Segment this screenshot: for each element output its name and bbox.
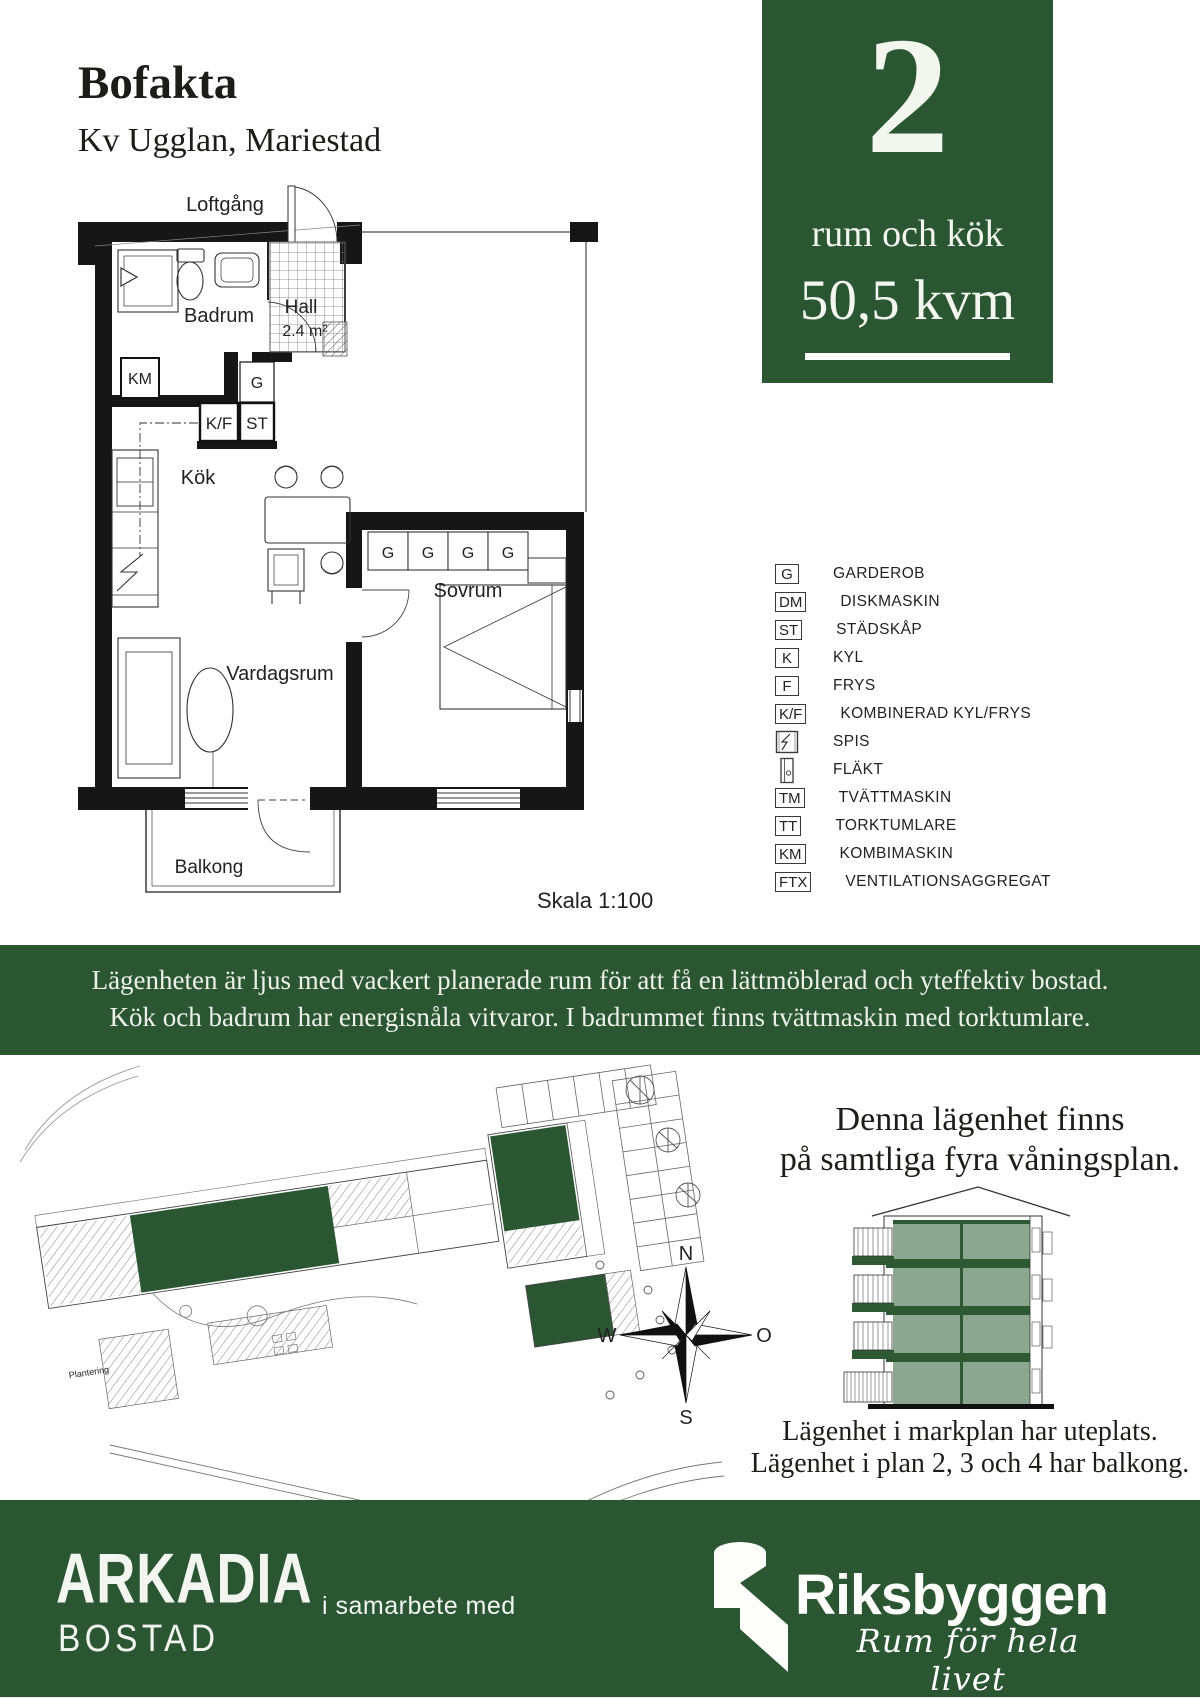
sofa <box>118 638 233 787</box>
legend-row: K/F KOMBINERAD KYL/FRYS <box>775 700 1195 728</box>
legend-row: DM DISKMASKIN <box>775 588 1195 616</box>
label-g2: G <box>421 545 435 562</box>
compass-rose <box>620 1267 752 1403</box>
fact-box <box>762 0 1053 383</box>
legend-row: SPIS <box>775 728 1195 756</box>
legend <box>775 560 1195 896</box>
legend-sym-tm: TM <box>775 788 805 808</box>
label-g1: G <box>381 545 395 562</box>
legend-sym-tt: TT <box>775 816 801 836</box>
description-banner <box>0 945 1200 1055</box>
spis-icon <box>775 732 799 752</box>
cooperation-label: i samarbete med <box>322 1592 516 1620</box>
caption-line-2: Lägenhet i plan 2, 3 och 4 har balkong. <box>750 1448 1190 1479</box>
arkadia-logo-sub: BOSTAD <box>58 1618 220 1660</box>
legend-sym-g: G <box>775 564 799 584</box>
arkadia-logo: ARKADIA <box>56 1539 313 1619</box>
floors-intro-line-1: Denna lägenhet finns <box>835 1101 1125 1138</box>
area-label: 50,5 kvm <box>799 269 1016 332</box>
legend-row: TT TORKTUMLARE <box>775 812 1195 840</box>
site-plan <box>15 1055 772 1570</box>
plantering-label: Plantering <box>68 1364 110 1381</box>
site-boundary <box>20 1066 140 1162</box>
label-g-hall: G <box>250 375 264 392</box>
label-hall-area: 2.4 m² <box>282 323 328 340</box>
kitchen-counter <box>112 423 198 607</box>
dining-set <box>265 466 350 604</box>
legend-row: F FRYS <box>775 672 1195 700</box>
banner-line-2: Kök och badrum har energisnåla vitvaror. I badrummet finns tvättmaskin med torktumlare. <box>109 1002 1091 1032</box>
label-hall: Hall <box>284 297 318 318</box>
label-st: ST <box>246 414 268 433</box>
legend-row: FLÄKT <box>775 756 1195 784</box>
legend-sym-st: ST <box>775 620 802 640</box>
compass-w: W <box>597 1325 617 1347</box>
legend-sym-f: F <box>775 676 799 696</box>
legend-row: FTX VENTILATIONSAGGREGAT <box>775 868 1195 896</box>
label-vardagsrum: Vardagsrum <box>226 663 334 685</box>
scale-label: Skala 1:100 <box>537 888 654 913</box>
compass-o: O <box>756 1325 772 1347</box>
flakt-icon <box>775 760 799 780</box>
legend-sym-k: K <box>775 648 799 668</box>
riksbyggen-logo: Riksbyggen <box>795 1563 1109 1627</box>
page-subtitle: Kv Ugglan, Mariestad <box>78 122 382 159</box>
page-title: Bofakta <box>78 57 238 109</box>
floors-intro <box>760 1100 1200 1180</box>
legend-row: K KYL <box>775 644 1195 672</box>
label-sovrum: Sovrum <box>433 580 503 602</box>
label-kf: K/F <box>205 414 233 433</box>
caption-line-1: Lägenhet i markplan har uteplats. <box>782 1416 1158 1447</box>
label-loftgang: Loftgång <box>186 194 264 216</box>
building-section <box>825 1170 1090 1420</box>
legend-row: KM KOMBIMASKIN <box>775 840 1195 868</box>
legend-sym-km: KM <box>775 844 806 864</box>
balcony <box>146 800 340 892</box>
riksbyggen-tagline: Rum för hela livet <box>856 1622 1080 1698</box>
legend-row: ST STÄDSKÅP <box>775 616 1195 644</box>
legend-sym-kf: K/F <box>775 704 806 724</box>
compass-s: S <box>679 1407 693 1429</box>
entrance-door <box>288 186 337 242</box>
banner-line-1: Lägenheten är ljus med vackert planerade rum för att få en lättmöblerad och yteffektiv bostad. <box>91 965 1109 995</box>
legend-row: G GARDEROB <box>775 560 1195 588</box>
fact-box-underline <box>805 353 1010 360</box>
label-badrum: Badrum <box>183 305 255 327</box>
compass-n: N <box>678 1243 694 1265</box>
floors-caption <box>745 1416 1195 1480</box>
legend-sym-ftx: FTX <box>775 872 811 892</box>
floors-intro-line-2: på samtliga fyra våningsplan. <box>779 1141 1181 1178</box>
label-g4: G <box>501 545 515 562</box>
label-balkong: Balkong <box>174 857 244 878</box>
floor-plan <box>70 165 615 915</box>
legend-row: TM TVÄTTMASKIN <box>775 784 1195 812</box>
label-g3: G <box>461 545 475 562</box>
site-buildings <box>26 1061 713 1417</box>
room-count-label: rum och kök <box>811 213 1004 255</box>
room-count: 2 <box>865 3 950 189</box>
legend-sym-dm: DM <box>775 592 806 612</box>
label-km: KM <box>128 371 152 388</box>
riksbyggen-icon <box>700 1528 800 1680</box>
badrum-fixtures <box>118 249 259 312</box>
sovrum-door <box>362 590 409 637</box>
label-kok: Kök <box>180 467 216 489</box>
